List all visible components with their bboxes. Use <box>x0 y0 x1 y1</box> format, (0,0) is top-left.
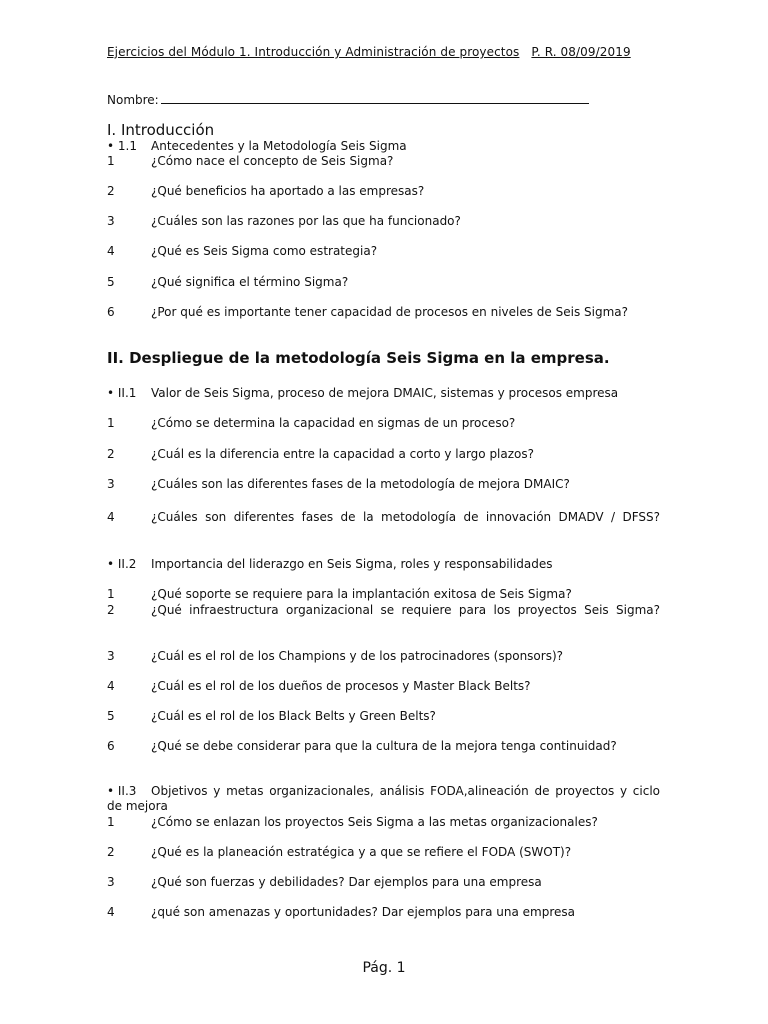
question-item <box>107 587 572 601</box>
question-item <box>107 184 424 198</box>
question-number: 4 <box>107 905 115 919</box>
question-number: 5 <box>107 709 115 723</box>
subsection-text: Antecedentes y la Metodología Seis Sigma <box>151 139 407 153</box>
question-text: ¿Cómo se enlazan los proyectos Seis Sigma a las metas organizacionales? <box>151 815 598 829</box>
question-item <box>107 815 598 829</box>
question-item <box>107 709 436 723</box>
question-text: ¿Cuál es el rol de los Black Belts y Green Belts? <box>151 709 436 723</box>
question-number: 2 <box>107 447 115 461</box>
question-item <box>107 214 461 228</box>
question-number: 3 <box>107 477 115 491</box>
question-text: ¿Qué es la planeación estratégica y a que se refiere el FODA (SWOT)? <box>151 845 572 859</box>
question-number: 2 <box>107 184 115 198</box>
question-number: 1 <box>107 815 115 829</box>
question-item <box>107 477 570 491</box>
question-text: ¿Cómo nace el concepto de Seis Sigma? <box>151 154 394 168</box>
question-number: 1 <box>107 587 115 601</box>
subsection-bullet: • 1.1 <box>107 139 137 153</box>
question-text: ¿Cuáles son las razones por las que ha funcionado? <box>151 214 461 228</box>
section-2-3-heading <box>107 784 660 814</box>
question-item <box>107 447 534 461</box>
name-blank-line <box>161 91 589 104</box>
question-text: ¿Qué es Seis Sigma como estrategia? <box>151 244 378 258</box>
question-item <box>107 305 628 319</box>
question-item <box>107 416 515 430</box>
name-field <box>107 91 589 107</box>
question-number: 4 <box>107 679 115 693</box>
question-text: ¿Cuáles son diferentes fases de la metodología de innovación DMADV / DFSS? <box>151 510 660 524</box>
name-label: Nombre: <box>107 93 159 107</box>
section-2-1-heading <box>107 386 618 400</box>
header-date: P. R. 08/09/2019 <box>531 45 631 59</box>
page-number: Pág. 1 <box>362 960 406 976</box>
question-item <box>107 845 571 859</box>
question-item <box>107 154 393 168</box>
question-text: ¿Cuáles son las diferentes fases de la metodología de mejora DMAIC? <box>151 477 570 491</box>
section-1-title: I. Introducción <box>107 121 215 139</box>
question-text: ¿Cuál es el rol de los dueños de procesos y Master Black Belts? <box>151 679 531 693</box>
question-item <box>107 905 575 919</box>
question-item <box>107 603 660 617</box>
question-text: ¿Cuál es el rol de los Champions y de los patrocinadores (sponsors)? <box>151 649 564 663</box>
question-item <box>107 275 348 289</box>
question-number: 4 <box>107 244 115 258</box>
question-number: 4 <box>107 510 115 524</box>
question-number: 2 <box>107 845 115 859</box>
question-item <box>107 649 563 663</box>
subsection-bullet: • II.3 <box>107 784 137 798</box>
question-number: 2 <box>107 603 115 617</box>
question-item <box>107 679 531 693</box>
section-2-2-heading <box>107 557 553 571</box>
question-number: 1 <box>107 154 115 168</box>
question-number: 5 <box>107 275 115 289</box>
subsection-bullet: • II.1 <box>107 386 137 400</box>
header-title: Ejercicios del Módulo 1. Introducción y Administración de proyectos <box>107 45 520 59</box>
question-item <box>107 510 660 524</box>
subsection-bullet: • II.2 <box>107 557 137 571</box>
question-text: ¿Cuál es la diferencia entre la capacidad a corto y largo plazos? <box>151 447 535 461</box>
question-number: 6 <box>107 305 115 319</box>
question-number: 6 <box>107 739 115 753</box>
question-text: ¿Qué soporte se requiere para la implantación exitosa de Seis Sigma? <box>151 587 572 601</box>
question-text: ¿Qué son fuerzas y debilidades? Dar ejemplos para una empresa <box>151 875 542 889</box>
question-number: 3 <box>107 875 115 889</box>
question-text: ¿qué son amenazas y oportunidades? Dar ejemplos para una empresa <box>151 905 576 919</box>
question-text: ¿Cómo se determina la capacidad en sigmas de un proceso? <box>151 416 516 430</box>
question-text: ¿Qué beneficios ha aportado a las empresas? <box>151 184 425 198</box>
question-item <box>107 739 617 753</box>
subsection-text: Importancia del liderazgo en Seis Sigma, roles y responsabilidades <box>151 557 553 571</box>
question-number: 3 <box>107 649 115 663</box>
question-text: ¿Qué infraestructura organizacional se requiere para los proyectos Seis Sigma? <box>151 603 660 617</box>
subsection-text: Objetivos y metas organizacionales, análisis FODA,alineación de proyectos y ciclo de mejora <box>107 784 660 813</box>
section-1-1-heading <box>107 139 407 153</box>
question-item <box>107 875 542 889</box>
question-text: ¿Qué significa el término Sigma? <box>151 275 349 289</box>
page-header <box>107 45 631 59</box>
subsection-text: Valor de Seis Sigma, proceso de mejora DMAIC, sistemas y procesos empresa <box>151 386 619 400</box>
question-text: ¿Qué se debe considerar para que la cultura de la mejora tenga continuidad? <box>151 739 617 753</box>
question-item <box>107 244 377 258</box>
question-number: 3 <box>107 214 115 228</box>
question-text: ¿Por qué es importante tener capacidad de procesos en niveles de Seis Sigma? <box>151 305 628 319</box>
question-number: 1 <box>107 416 115 430</box>
section-2-title: II. Despliegue de la metodología Seis Sigma en la empresa. <box>107 349 610 367</box>
